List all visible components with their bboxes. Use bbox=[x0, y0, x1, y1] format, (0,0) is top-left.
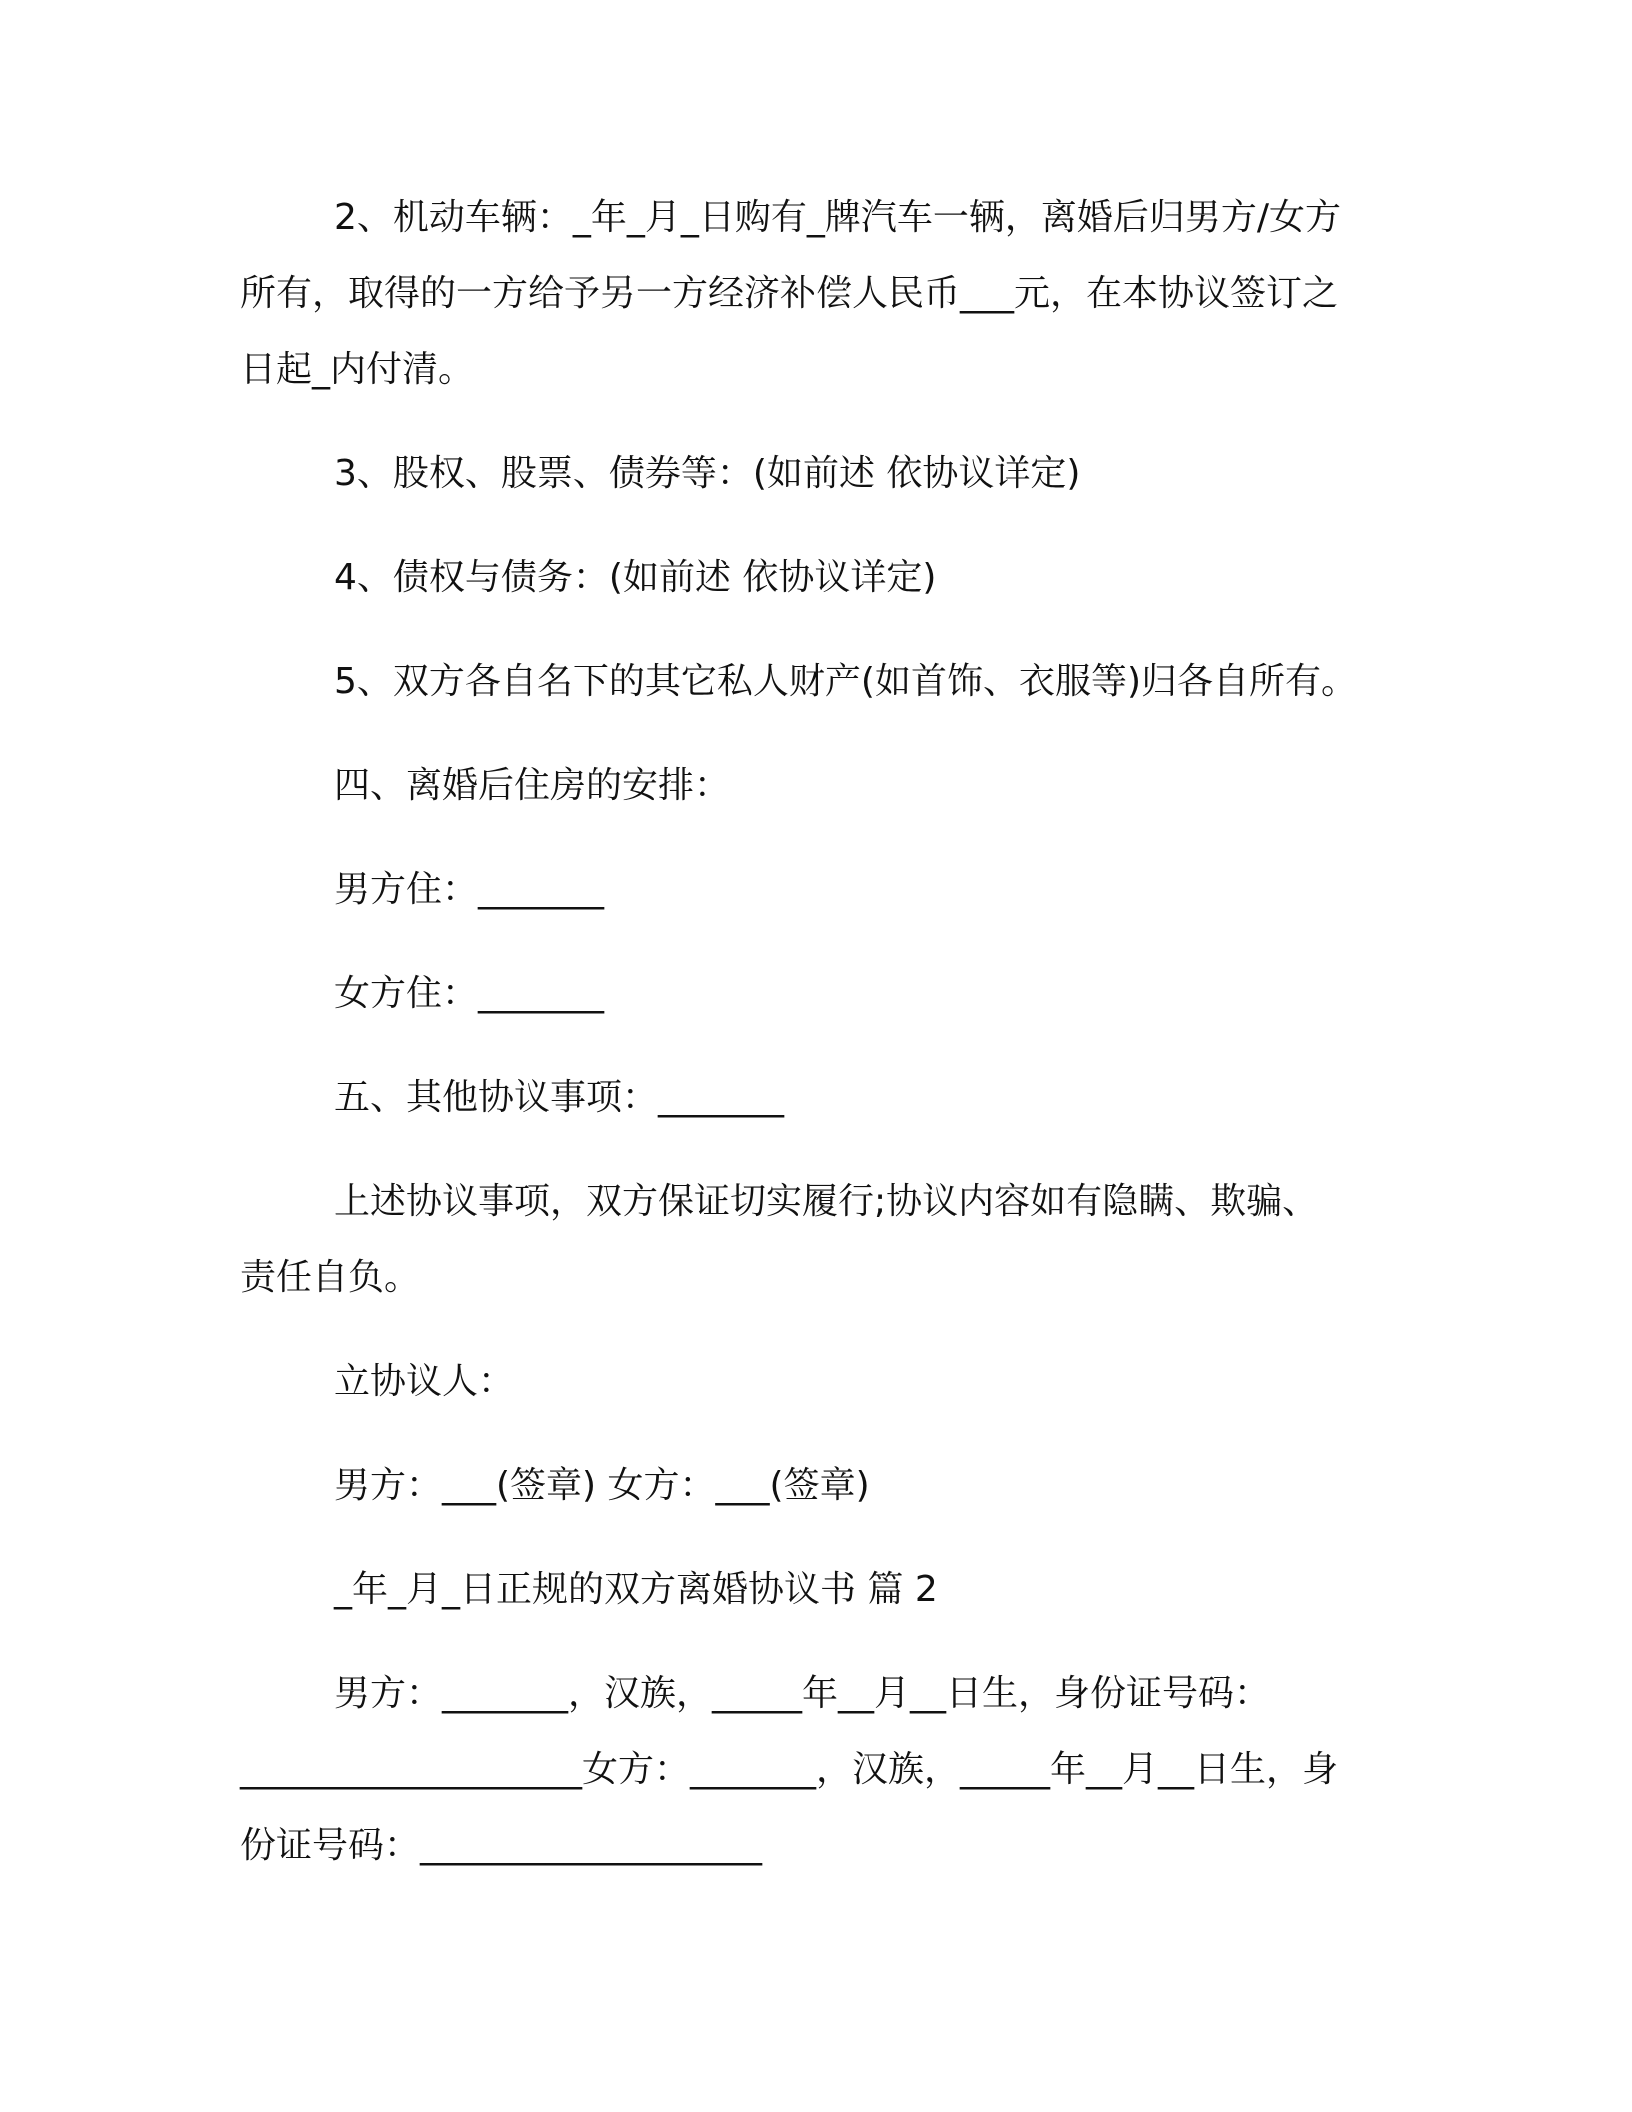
text-line: 男方住：_______ bbox=[334, 869, 605, 910]
text-line: 5、双方各自名下的其它私人财产(如首饰、衣服等)归各自所有。 bbox=[334, 661, 1357, 702]
paragraph-party-info bbox=[240, 1656, 1390, 1884]
section-heading-other bbox=[240, 1060, 1390, 1136]
text-line: 四、离婚后住房的安排： bbox=[334, 765, 731, 806]
section-heading-housing bbox=[240, 748, 1390, 824]
text-line: 女方住：_______ bbox=[334, 973, 605, 1014]
text-line: ___________________女方：_______，汉族，_____年__月__日生，身 bbox=[240, 1749, 1339, 1790]
text-line: 男方：_______，汉族，_____年__月__日生，身份证号码： bbox=[334, 1673, 1271, 1714]
text-line: _年_月_日正规的双方离婚协议书 篇 2 bbox=[334, 1569, 938, 1610]
paragraph-guarantee bbox=[240, 1164, 1390, 1316]
text-line: 2、机动车辆：_年_月_日购有_牌汽车一辆，离婚后归男方/女方 bbox=[334, 197, 1342, 238]
text-line: 3、股权、股票、债券等：(如前述 依协议详定) bbox=[334, 453, 1081, 494]
paragraph-vehicle bbox=[240, 180, 1390, 408]
text-line: 上述协议事项，双方保证切实履行;协议内容如有隐瞒、欺骗、 bbox=[334, 1181, 1319, 1222]
text-line: 男方：___(签章) 女方：___(签章) bbox=[334, 1465, 870, 1506]
paragraph-debts bbox=[240, 540, 1390, 616]
text-line: 份证号码：___________________ bbox=[240, 1825, 763, 1866]
paragraph-male-residence bbox=[240, 852, 1390, 928]
paragraph-signatories bbox=[240, 1344, 1390, 1420]
text-line: 日起_内付清。 bbox=[240, 349, 475, 390]
paragraph-date-title bbox=[240, 1552, 1390, 1628]
paragraph-signatures bbox=[240, 1448, 1390, 1524]
text-line: 立协议人： bbox=[334, 1361, 515, 1402]
text-line: 责任自负。 bbox=[240, 1257, 421, 1298]
paragraph-personal-property bbox=[240, 644, 1390, 720]
text-line: 所有，取得的一方给予另一方经济补偿人民币___元，在本协议签订之 bbox=[240, 273, 1339, 314]
text-line: 五、其他协议事项：_______ bbox=[334, 1077, 785, 1118]
paragraph-female-residence bbox=[240, 956, 1390, 1032]
paragraph-equity bbox=[240, 436, 1390, 512]
text-line: 4、债权与债务：(如前述 依协议详定) bbox=[334, 557, 937, 598]
